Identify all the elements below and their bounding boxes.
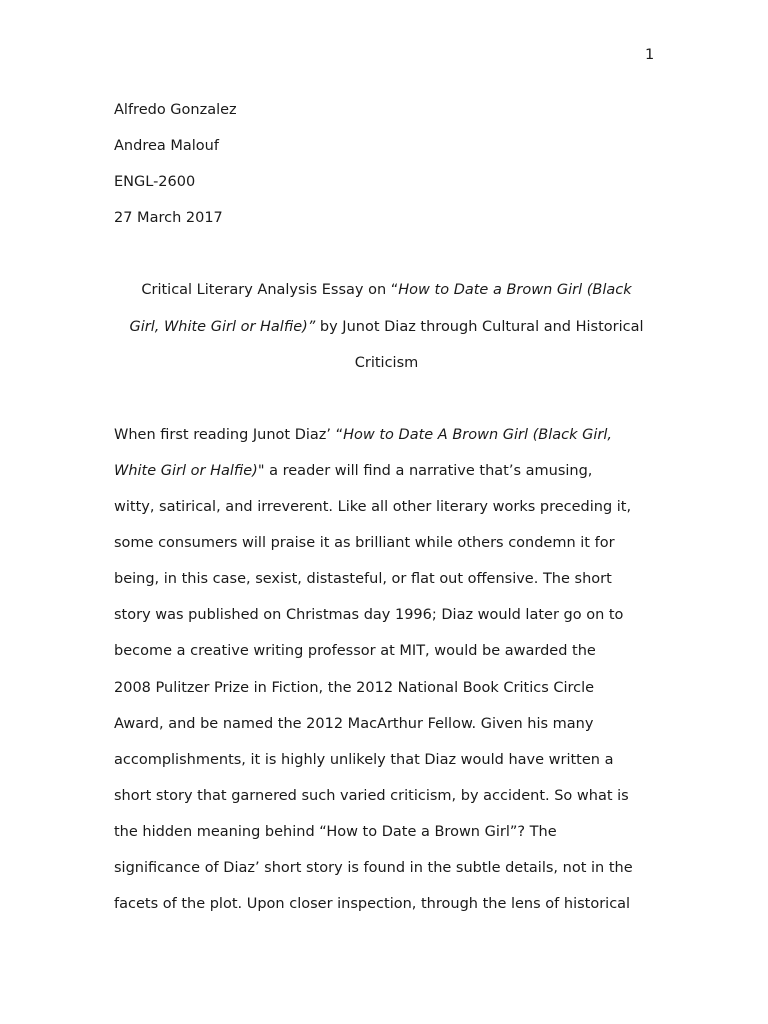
essay-title	[114, 272, 659, 380]
text-run: story was published on Christmas day 1996; Diaz would later go on to	[114, 607, 624, 624]
instructor-name: Andrea Malouf	[114, 138, 219, 155]
text-run: Criticism	[354, 354, 419, 371]
text-run: Award, and be named the 2012 MacArthur Fellow. Given his many	[114, 715, 594, 732]
essay-body	[114, 417, 659, 922]
blank-line	[114, 381, 659, 417]
document-content	[114, 92, 659, 922]
body-line	[114, 561, 659, 597]
body-line	[114, 489, 659, 525]
text-run: a reader will find a narrative that’s amusing,	[264, 462, 593, 479]
body-line	[114, 597, 659, 633]
text-run: by Junot Diaz through Cultural and Historical	[315, 318, 644, 335]
essay-date: 27 March 2017	[114, 210, 223, 227]
body-line	[114, 525, 659, 561]
body-line	[114, 453, 659, 489]
title-line	[114, 345, 659, 381]
italic-text: How to Date a Brown Girl (Black	[398, 282, 632, 299]
title-line	[114, 272, 659, 308]
page-number: 1	[645, 47, 655, 63]
italic-text: White Girl or Halfie)"	[114, 462, 265, 479]
italic-text: How to Date A Brown Girl (Black Girl,	[343, 426, 612, 443]
body-line	[114, 417, 659, 453]
body-line	[114, 742, 659, 778]
body-line	[114, 633, 659, 669]
body-line	[114, 706, 659, 742]
body-line	[114, 886, 659, 922]
text-run: When first reading Junot Diaz’ “	[114, 426, 344, 443]
text-run: some consumers will praise it as brilliant while others condemn it for	[114, 535, 615, 552]
body-line	[114, 814, 659, 850]
text-run: being, in this case, sexist, distasteful, or flat out offensive. The short	[114, 571, 612, 588]
text-run: facets of the plot. Upon closer inspection, through the lens of historical	[114, 896, 631, 913]
body-line	[114, 778, 659, 814]
text-run: 2008 Pulitzer Prize in Fiction, the 2012 National Book Critics Circle	[114, 679, 595, 696]
text-run: the hidden meaning behind “How to Date a Brown Girl”? The	[114, 823, 557, 840]
text-run: significance of Diaz’ short story is found in the subtle details, not in the	[114, 859, 633, 876]
blank-line	[114, 236, 659, 272]
text-run: accomplishments, it is highly unlikely that Diaz would have written a	[114, 751, 614, 768]
italic-text: Girl, White Girl or Halfie)”	[129, 318, 316, 335]
body-line	[114, 670, 659, 706]
course-code: ENGL-2600	[114, 174, 196, 191]
text-run: Critical Literary Analysis Essay on “	[141, 282, 399, 299]
author-name: Alfredo Gonzalez	[114, 102, 237, 118]
title-line	[114, 309, 659, 345]
text-run: witty, satirical, and irreverent. Like all other literary works preceding it,	[114, 499, 632, 516]
text-run: short story that garnered such varied criticism, by accident. So what is	[114, 787, 629, 804]
text-run: become a creative writing professor at MIT, would be awarded the	[114, 643, 596, 660]
body-line	[114, 850, 659, 886]
